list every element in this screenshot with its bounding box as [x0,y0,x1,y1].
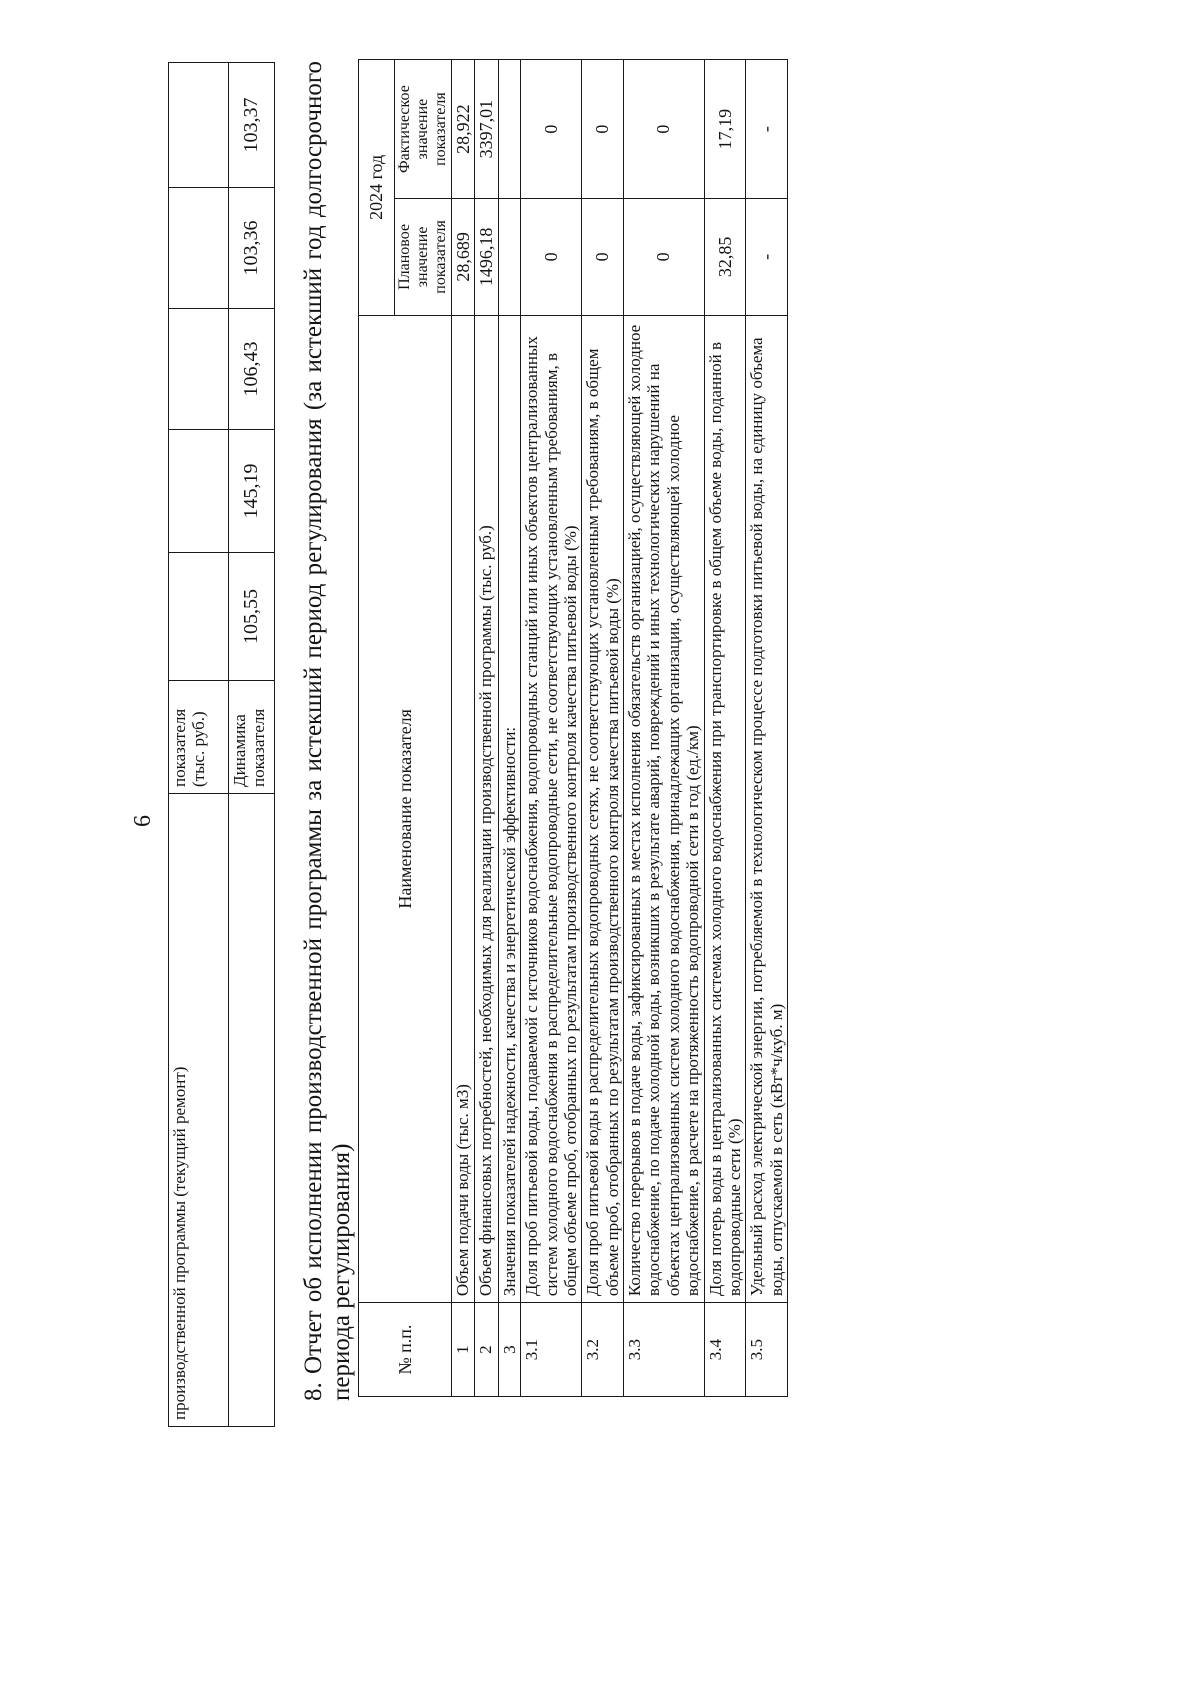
row-no: 3 [498,1303,520,1397]
section-number: 8. [300,1382,327,1401]
empty-cell [169,309,229,430]
row-fact [498,60,520,199]
empty-cell [169,553,229,681]
value-cell: 106,43 [229,309,275,430]
empty-cell [229,794,275,1427]
empty-cell [169,63,229,188]
row-name: Доля проб питьевой воды, подаваемой с источников водоснабжения, водопроводных станций или иных объектов централизованных систем холодного водоснабжения в распределительные водопроводные сети, не соответствующих установленным требованиям, в общем объеме проб, отобранных по результатам производственного контроля качества питьевой воды (%) [521,315,582,1302]
header-fact: Фактическое значение показателя [395,60,452,199]
table-row [229,63,275,1427]
top-table-fragment [168,62,275,1427]
row-fact: - [746,60,788,199]
row-fact: 28,922 [451,60,475,199]
table-row [704,60,746,1397]
value-cell: 103,37 [229,63,275,188]
sub-label: показателя (тыс. руб.) [169,681,229,794]
header-year: 2024 год [359,60,395,316]
row-plan: 0 [624,199,705,316]
value-cell: 105,55 [229,553,275,681]
row-plan: 0 [582,199,624,316]
row-name: Доля потерь воды в централизованных системах холодного водоснабжения при транспортировке в общем объеме воды, поданной в водопроводные сети (%) [704,315,746,1302]
value-cell: 145,19 [229,430,275,553]
row-no: 2 [475,1303,499,1397]
row-label: производственной программы (текущий ремонт) [169,794,229,1427]
row-no: 3.5 [746,1303,788,1397]
table-row [498,60,520,1397]
section-heading [300,61,356,1401]
section-title: Отчет об исполнении производственной программы за истекший период регулирования (за истекший год долгосрочного периода регулирования) [300,61,355,1401]
row-plan: 28,689 [451,199,475,316]
header-plan: Плановое значение показателя [395,199,452,316]
row-fact: 0 [521,60,582,199]
table-row [746,60,788,1397]
row-plan: 0 [521,199,582,316]
row-name: Объем финансовых потребностей, необходимых для реализации производственной программы (тыс. руб.) [475,315,499,1302]
empty-cell [169,430,229,553]
row-no: 3.2 [582,1303,624,1397]
table-row [451,60,475,1397]
row-name: Доля проб питьевой воды в распределительных водопроводных сетях, не соответствующих установленным требованиям, в общем объеме проб, отобранных по результатам производственного контроля качества питьевой воды (%) [582,315,624,1302]
sub-label: Динамика показателя [229,681,275,794]
header-name: Наименование показателя [359,315,452,1302]
row-fact: 17,19 [704,60,746,199]
table-row [521,60,582,1397]
table-row [475,60,499,1397]
table-row [624,60,705,1397]
row-name: Объем подачи воды (тыс. м3) [451,315,475,1302]
row-no: 3.1 [521,1303,582,1397]
row-no: 3.4 [704,1303,746,1397]
row-fact: 3397,01 [475,60,499,199]
empty-cell [169,188,229,309]
value-cell: 103,36 [229,188,275,309]
row-name: Значения показателей надежности, качества и энергетической эффективности: [498,315,520,1302]
table-row [169,63,229,1427]
production-program-report-table [358,59,788,1397]
row-plan [498,199,520,316]
row-no: 1 [451,1303,475,1397]
table-row [582,60,624,1397]
row-plan: 1496,18 [475,199,499,316]
row-plan: - [746,199,788,316]
row-plan: 32,85 [704,199,746,316]
row-fact: 0 [624,60,705,199]
page-number: 6 [130,815,156,827]
row-name: Удельный расход электрической энергии, потребляемой в технологическом процессе подготовки питьевой воды, на единицу объема воды, отпускаемой в сеть (кВт*ч/куб. м) [746,315,788,1302]
row-fact: 0 [582,60,624,199]
row-name: Количество перерывов в подаче воды, зафиксированных в местах исполнения обязательств организацией, осуществляющей холодное водоснабжение, по подаче холодной воды, возникших в результате аварий, повреждений и иных технологических нарушений на объектах централизованных систем холодного водоснабжения, принадлежащих организации, осуществляющей холодное водоснабжение, в расчете на протяженность водопроводной сети в год (ед./км) [624,315,705,1302]
header-no: № п.п. [359,1303,452,1397]
row-no: 3.3 [624,1303,705,1397]
header-row [359,60,395,1397]
